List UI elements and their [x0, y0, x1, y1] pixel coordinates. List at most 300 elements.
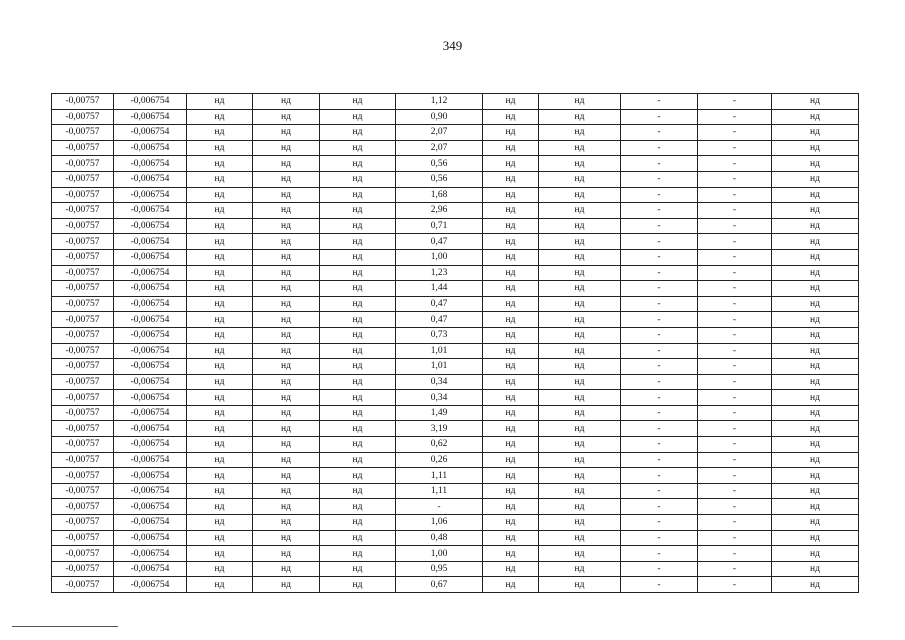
table-cell: -0,00757: [52, 312, 114, 328]
table-cell: -0,006754: [114, 234, 187, 250]
table-cell: нд: [320, 140, 396, 156]
table-cell: -: [698, 234, 772, 250]
table-cell: нд: [483, 171, 539, 187]
table-cell: -0,00757: [52, 483, 114, 499]
table-cell: нд: [320, 312, 396, 328]
table-cell: нд: [539, 468, 621, 484]
table-cell: -0,00757: [52, 515, 114, 531]
table-cell: 1,44: [396, 281, 483, 297]
table-cell: -0,006754: [114, 125, 187, 141]
table-cell: -: [621, 171, 698, 187]
table-cell: нд: [253, 437, 320, 453]
table-cell: нд: [772, 359, 859, 375]
table-cell: нд: [320, 203, 396, 219]
table-body: [52, 94, 859, 593]
table-cell: нд: [320, 156, 396, 172]
table-cell: 1,11: [396, 468, 483, 484]
table-cell: -0,00757: [52, 249, 114, 265]
table-cell: -0,00757: [52, 281, 114, 297]
table-cell: нд: [772, 281, 859, 297]
table-row: [52, 530, 859, 546]
table-cell: -0,00757: [52, 359, 114, 375]
table-cell: нд: [320, 343, 396, 359]
table-cell: нд: [253, 421, 320, 437]
table-cell: нд: [772, 546, 859, 562]
table-cell: нд: [483, 343, 539, 359]
table-cell: нд: [539, 452, 621, 468]
table-cell: -0,00757: [52, 499, 114, 515]
table-cell: -: [621, 405, 698, 421]
table-cell: нд: [253, 577, 320, 593]
table-cell: нд: [483, 374, 539, 390]
table-cell: нд: [539, 234, 621, 250]
table-cell: -0,00757: [52, 421, 114, 437]
table-cell: -: [698, 390, 772, 406]
table-cell: нд: [187, 203, 253, 219]
table-cell: нд: [320, 374, 396, 390]
table-cell: -: [621, 218, 698, 234]
table-row: [52, 203, 859, 219]
table-cell: -0,00757: [52, 94, 114, 110]
table-cell: нд: [253, 499, 320, 515]
table-cell: нд: [320, 109, 396, 125]
table-cell: -0,006754: [114, 390, 187, 406]
table-cell: нд: [253, 203, 320, 219]
table-cell: -: [621, 452, 698, 468]
table-cell: нд: [539, 109, 621, 125]
table-cell: нд: [253, 109, 320, 125]
table-cell: -: [621, 187, 698, 203]
table-cell: нд: [187, 265, 253, 281]
table-cell: -: [621, 515, 698, 531]
table-cell: нд: [187, 218, 253, 234]
table-row: [52, 577, 859, 593]
table-cell: 0,73: [396, 327, 483, 343]
table-cell: 0,56: [396, 156, 483, 172]
table-cell: -0,00757: [52, 296, 114, 312]
table-cell: -: [698, 530, 772, 546]
table-cell: нд: [539, 390, 621, 406]
table-cell: -: [621, 140, 698, 156]
table-cell: нд: [187, 125, 253, 141]
table-cell: -0,006754: [114, 171, 187, 187]
table-cell: нд: [539, 249, 621, 265]
table-cell: нд: [320, 234, 396, 250]
table-cell: -: [621, 281, 698, 297]
table-cell: нд: [772, 109, 859, 125]
table-cell: нд: [539, 561, 621, 577]
table-cell: -: [698, 343, 772, 359]
table-cell: -0,006754: [114, 374, 187, 390]
table-cell: нд: [187, 249, 253, 265]
table-cell: 1,11: [396, 483, 483, 499]
table-cell: -: [621, 125, 698, 141]
table-cell: -: [698, 109, 772, 125]
table-cell: нд: [187, 109, 253, 125]
table-cell: нд: [483, 109, 539, 125]
table-cell: нд: [483, 327, 539, 343]
table-cell: -: [621, 249, 698, 265]
table-cell: 0,26: [396, 452, 483, 468]
table-cell: нд: [187, 437, 253, 453]
table-cell: нд: [187, 483, 253, 499]
table-cell: нд: [253, 327, 320, 343]
table-cell: -0,006754: [114, 359, 187, 375]
table-cell: -0,00757: [52, 327, 114, 343]
table-cell: -0,006754: [114, 296, 187, 312]
table-cell: -0,006754: [114, 281, 187, 297]
table-row: [52, 390, 859, 406]
table-cell: нд: [483, 499, 539, 515]
table-cell: -: [698, 577, 772, 593]
table-cell: -: [698, 359, 772, 375]
table-cell: нд: [539, 94, 621, 110]
table-cell: нд: [539, 125, 621, 141]
table-cell: -: [621, 483, 698, 499]
table-row: [52, 515, 859, 531]
table-cell: 0,47: [396, 312, 483, 328]
table-cell: -0,00757: [52, 218, 114, 234]
table-cell: нд: [772, 577, 859, 593]
table-cell: нд: [539, 546, 621, 562]
table-cell: нд: [320, 218, 396, 234]
table-cell: нд: [187, 296, 253, 312]
table-cell: -: [621, 390, 698, 406]
footnote-separator: [12, 626, 118, 627]
table-cell: -: [698, 452, 772, 468]
table-cell: 0,95: [396, 561, 483, 577]
table-cell: -0,006754: [114, 187, 187, 203]
table-cell: -0,00757: [52, 437, 114, 453]
table-cell: -0,00757: [52, 187, 114, 203]
table-cell: -: [621, 499, 698, 515]
table-cell: нд: [187, 452, 253, 468]
table-cell: нд: [320, 265, 396, 281]
table-cell: нд: [253, 187, 320, 203]
table-cell: нд: [539, 359, 621, 375]
table-cell: нд: [187, 561, 253, 577]
table-cell: нд: [772, 421, 859, 437]
table-cell: нд: [483, 483, 539, 499]
table-cell: -: [396, 499, 483, 515]
table-cell: нд: [539, 374, 621, 390]
table-cell: нд: [187, 140, 253, 156]
table-cell: нд: [483, 515, 539, 531]
table-cell: нд: [483, 421, 539, 437]
table-cell: -: [621, 359, 698, 375]
table-cell: нд: [483, 125, 539, 141]
table-row: [52, 343, 859, 359]
table-row: [52, 140, 859, 156]
table-cell: 3,19: [396, 421, 483, 437]
table-row: [52, 499, 859, 515]
table-cell: нд: [539, 218, 621, 234]
table-cell: -0,00757: [52, 125, 114, 141]
table-cell: нд: [187, 515, 253, 531]
table-cell: нд: [320, 296, 396, 312]
table-cell: -0,006754: [114, 156, 187, 172]
table-cell: нд: [539, 187, 621, 203]
table-cell: -0,00757: [52, 405, 114, 421]
table-cell: 0,34: [396, 374, 483, 390]
table-cell: нд: [483, 203, 539, 219]
table-cell: нд: [320, 327, 396, 343]
table-cell: -0,00757: [52, 374, 114, 390]
table-cell: 0,62: [396, 437, 483, 453]
table-cell: нд: [253, 312, 320, 328]
table-cell: нд: [187, 546, 253, 562]
table-cell: нд: [772, 218, 859, 234]
table-cell: 1,23: [396, 265, 483, 281]
table-cell: нд: [253, 390, 320, 406]
table-cell: -0,006754: [114, 468, 187, 484]
table-cell: нд: [539, 203, 621, 219]
table-cell: нд: [320, 452, 396, 468]
table-cell: нд: [483, 359, 539, 375]
table-cell: нд: [539, 421, 621, 437]
table-cell: -: [698, 203, 772, 219]
table-cell: нд: [253, 281, 320, 297]
table-cell: -: [698, 140, 772, 156]
table-cell: нд: [320, 483, 396, 499]
table-cell: 1,06: [396, 515, 483, 531]
table-cell: нд: [539, 281, 621, 297]
table-cell: -0,006754: [114, 327, 187, 343]
table-row: [52, 374, 859, 390]
table-row: [52, 312, 859, 328]
table-row: [52, 296, 859, 312]
table-cell: нд: [539, 405, 621, 421]
table-cell: нд: [483, 530, 539, 546]
table-cell: нд: [772, 343, 859, 359]
table-cell: нд: [187, 156, 253, 172]
table-cell: нд: [772, 437, 859, 453]
table-cell: 0,48: [396, 530, 483, 546]
table-cell: 0,47: [396, 234, 483, 250]
table-cell: -: [698, 327, 772, 343]
table-cell: -: [698, 421, 772, 437]
table-cell: -0,006754: [114, 437, 187, 453]
table-cell: нд: [253, 515, 320, 531]
table-cell: нд: [483, 468, 539, 484]
table-cell: нд: [320, 499, 396, 515]
table-row: [52, 265, 859, 281]
table-cell: нд: [320, 421, 396, 437]
table-cell: нд: [187, 421, 253, 437]
table-cell: нд: [253, 483, 320, 499]
table-cell: 0,56: [396, 171, 483, 187]
table-cell: нд: [187, 374, 253, 390]
table-cell: нд: [539, 312, 621, 328]
table-cell: -: [621, 94, 698, 110]
table-cell: нд: [253, 359, 320, 375]
table-cell: -: [698, 296, 772, 312]
table-cell: нд: [539, 171, 621, 187]
table-cell: -: [621, 265, 698, 281]
table-row: [52, 218, 859, 234]
table-cell: -: [698, 405, 772, 421]
table-cell: нд: [187, 359, 253, 375]
table-cell: нд: [772, 327, 859, 343]
table-cell: -0,006754: [114, 343, 187, 359]
table-cell: нд: [772, 203, 859, 219]
table-row: [52, 437, 859, 453]
table-cell: нд: [483, 156, 539, 172]
table-cell: нд: [320, 577, 396, 593]
table-cell: -: [621, 468, 698, 484]
table-cell: -0,006754: [114, 577, 187, 593]
table-cell: 0,47: [396, 296, 483, 312]
table-cell: нд: [539, 499, 621, 515]
table-row: [52, 483, 859, 499]
table-cell: нд: [483, 546, 539, 562]
table-cell: 0,34: [396, 390, 483, 406]
table-cell: нд: [539, 483, 621, 499]
table-cell: 1,00: [396, 249, 483, 265]
table-cell: -: [698, 561, 772, 577]
table-row: [52, 546, 859, 562]
table-cell: нд: [253, 218, 320, 234]
table-cell: нд: [320, 125, 396, 141]
table-cell: -0,006754: [114, 249, 187, 265]
table-cell: нд: [539, 327, 621, 343]
table-cell: нд: [483, 312, 539, 328]
table-cell: нд: [253, 171, 320, 187]
table-cell: 1,49: [396, 405, 483, 421]
table-cell: нд: [253, 234, 320, 250]
table-row: [52, 109, 859, 125]
table-row: [52, 405, 859, 421]
table-cell: нд: [187, 343, 253, 359]
table-cell: нд: [320, 561, 396, 577]
table-cell: нд: [320, 281, 396, 297]
table-cell: нд: [320, 530, 396, 546]
table-cell: -: [698, 94, 772, 110]
table-cell: нд: [539, 343, 621, 359]
table-cell: нд: [772, 483, 859, 499]
table-cell: -0,006754: [114, 483, 187, 499]
table-cell: -: [621, 561, 698, 577]
table-cell: нд: [772, 140, 859, 156]
table-cell: 1,01: [396, 359, 483, 375]
table-cell: нд: [320, 249, 396, 265]
table-row: [52, 249, 859, 265]
table-cell: нд: [772, 249, 859, 265]
table-row: [52, 359, 859, 375]
table-cell: -0,00757: [52, 140, 114, 156]
table-row: [52, 94, 859, 110]
table-cell: нд: [253, 343, 320, 359]
table-cell: -: [698, 265, 772, 281]
table-cell: нд: [483, 452, 539, 468]
table-cell: -: [621, 203, 698, 219]
table-cell: нд: [253, 374, 320, 390]
table-row: [52, 125, 859, 141]
table-cell: нд: [253, 405, 320, 421]
table-cell: нд: [187, 390, 253, 406]
table-cell: 1,01: [396, 343, 483, 359]
table-cell: -0,00757: [52, 577, 114, 593]
table-cell: 0,90: [396, 109, 483, 125]
table-cell: нд: [320, 94, 396, 110]
table-cell: -: [698, 546, 772, 562]
table-cell: -: [698, 249, 772, 265]
table-cell: -: [698, 312, 772, 328]
table-cell: нд: [253, 530, 320, 546]
table-cell: нд: [483, 437, 539, 453]
table-cell: -0,006754: [114, 94, 187, 110]
table-cell: нд: [539, 265, 621, 281]
table-cell: нд: [539, 156, 621, 172]
table-cell: нд: [187, 94, 253, 110]
table-cell: нд: [483, 577, 539, 593]
table-cell: нд: [772, 561, 859, 577]
table-cell: нд: [187, 187, 253, 203]
table-cell: нд: [253, 265, 320, 281]
table-cell: нд: [483, 234, 539, 250]
table-cell: 1,68: [396, 187, 483, 203]
table-cell: нд: [772, 499, 859, 515]
table-cell: нд: [253, 156, 320, 172]
table-cell: нд: [483, 187, 539, 203]
table-cell: нд: [539, 515, 621, 531]
table-cell: -: [621, 312, 698, 328]
table-cell: нд: [483, 561, 539, 577]
table-cell: -: [621, 296, 698, 312]
table-cell: нд: [772, 296, 859, 312]
table-cell: 0,67: [396, 577, 483, 593]
table-cell: 1,12: [396, 94, 483, 110]
table-cell: -0,006754: [114, 452, 187, 468]
table-cell: нд: [539, 577, 621, 593]
table-cell: -0,00757: [52, 530, 114, 546]
table-cell: -0,00757: [52, 265, 114, 281]
table-cell: -0,00757: [52, 468, 114, 484]
table-cell: нд: [539, 140, 621, 156]
table-cell: нд: [187, 468, 253, 484]
table-cell: -: [621, 109, 698, 125]
table-row: [52, 561, 859, 577]
table-cell: нд: [772, 468, 859, 484]
table-cell: нд: [483, 405, 539, 421]
table-cell: нд: [772, 452, 859, 468]
table-row: [52, 281, 859, 297]
table-cell: нд: [483, 265, 539, 281]
table-cell: -0,006754: [114, 203, 187, 219]
table-cell: нд: [772, 265, 859, 281]
table-cell: -: [698, 281, 772, 297]
table-cell: нд: [772, 530, 859, 546]
table-cell: -0,006754: [114, 561, 187, 577]
table-cell: -0,006754: [114, 515, 187, 531]
table-cell: нд: [320, 437, 396, 453]
table-cell: -: [698, 218, 772, 234]
table-cell: нд: [772, 187, 859, 203]
table-cell: -0,006754: [114, 499, 187, 515]
table-cell: нд: [253, 94, 320, 110]
table-cell: нд: [772, 515, 859, 531]
table-cell: нд: [187, 327, 253, 343]
table-cell: нд: [772, 312, 859, 328]
table-cell: нд: [483, 281, 539, 297]
table-cell: нд: [772, 125, 859, 141]
table-cell: -0,006754: [114, 421, 187, 437]
table-row: [52, 452, 859, 468]
table-cell: нд: [187, 171, 253, 187]
table-cell: нд: [483, 140, 539, 156]
table-cell: нд: [483, 218, 539, 234]
data-table: [51, 93, 859, 593]
